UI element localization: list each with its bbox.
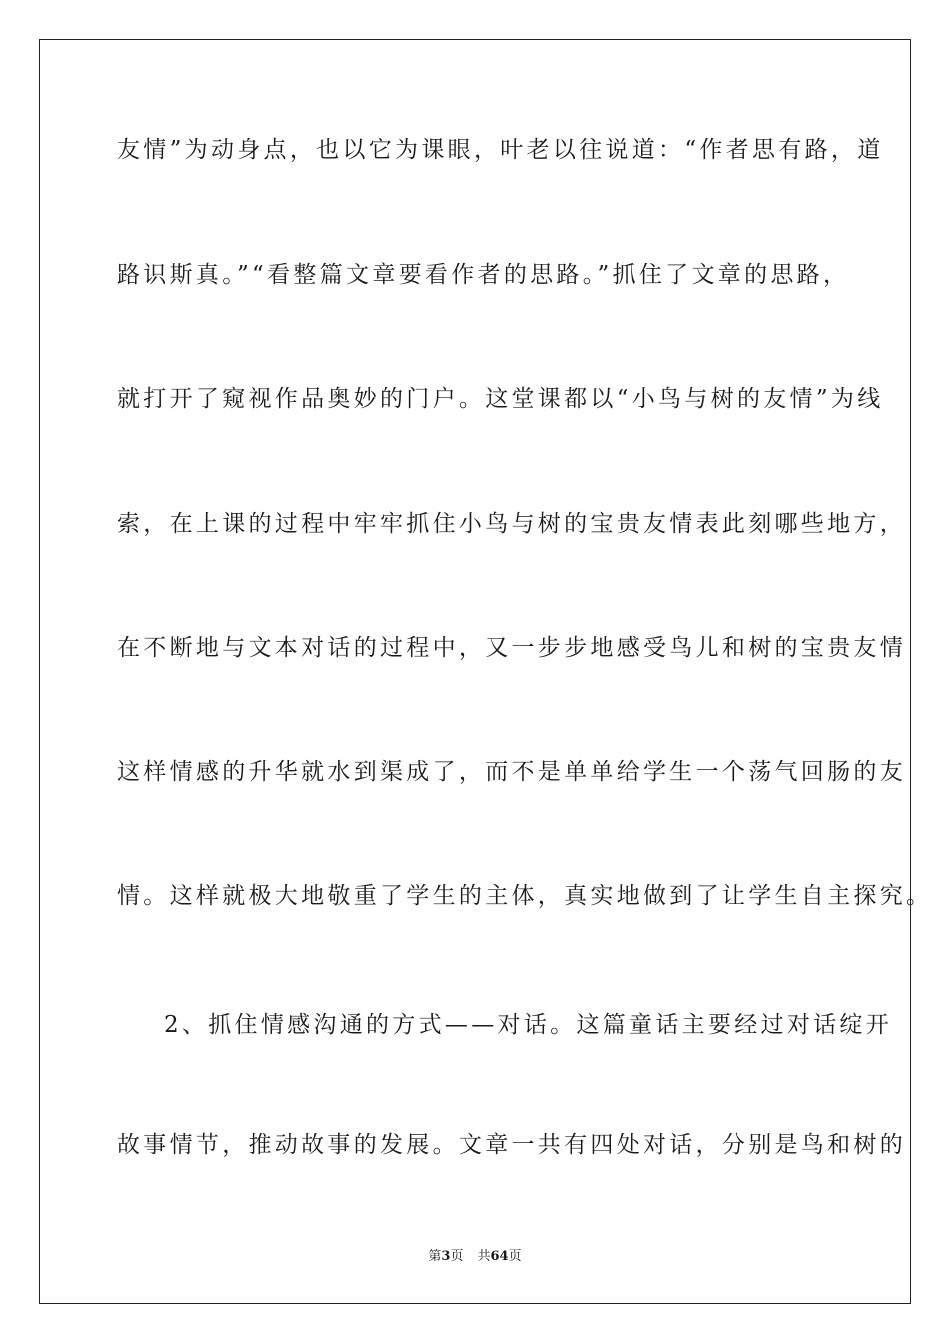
text-line-6: 这样情感的升华就水到渠成了，而不是单单给学生一个荡气回肠的友	[117, 759, 906, 785]
page-footer	[0, 1248, 950, 1266]
text-line-5: 在不断地与文本对话的过程中，又一步步地感受鸟儿和树的宝贵友情	[117, 635, 906, 661]
total-pages: 64	[490, 1249, 509, 1264]
page-number: 3	[441, 1249, 451, 1264]
total-prefix: 共	[477, 1249, 491, 1264]
text-line-8-paragraph-start: 2、抓住情感沟通的方式——对话。这篇童话主要经过对话绽开	[164, 1012, 893, 1038]
page-border	[39, 39, 933, 1304]
page-prefix: 第	[428, 1249, 442, 1264]
text-line-2: 路识斯真。”“看整篇文章要看作者的思路。”抓住了文章的思路，	[117, 262, 850, 288]
total-suffix: 页	[508, 1249, 522, 1264]
text-line-9: 故事情节，推动故事的发展。文章一共有四处对话，分别是鸟和树的	[117, 1132, 906, 1158]
text-line-7: 情。这样就极大地敬重了学生的主体，真实地做到了让学生自主探究。	[117, 883, 933, 909]
text-line-1: 友情”为动身点，也以它为课眼，叶老以往说道：“作者思有路，道	[117, 137, 884, 163]
text-line-3: 就打开了窥视作品奥妙的门户。这堂课都以“小鸟与树的友情”为线	[117, 386, 884, 412]
page-suffix: 页	[450, 1249, 464, 1264]
text-line-4: 索，在上课的过程中牢牢抓住小鸟与树的宝贵友情表此刻哪些地方，	[117, 511, 906, 537]
